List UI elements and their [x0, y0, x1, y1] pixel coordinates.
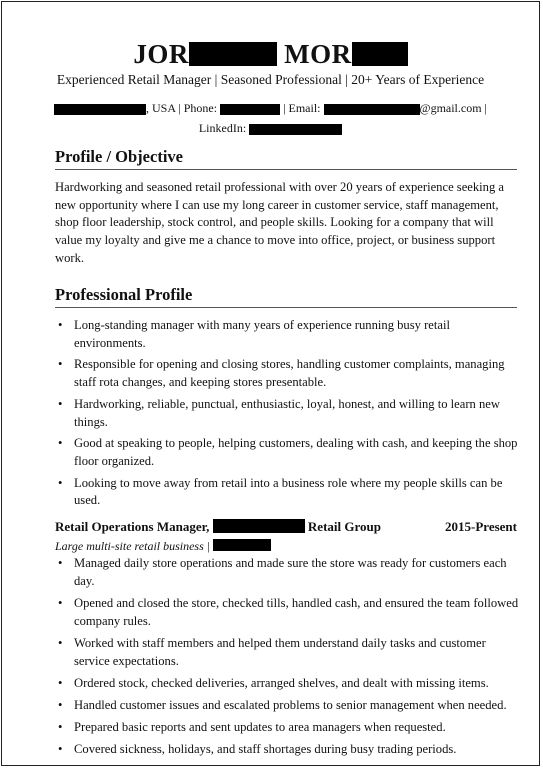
- redaction-bar: [324, 104, 420, 115]
- redaction-bar: [249, 124, 342, 135]
- email-domain: @gmail.com |: [419, 101, 487, 115]
- redaction-bar: [54, 104, 146, 115]
- list-item: • Long-standing manager with many years of experience running busy retail environments.: [55, 317, 521, 352]
- section-title-objective: Profile / Objective: [55, 147, 517, 170]
- job-subtitle-text: Large multi-site retail business |: [55, 539, 211, 553]
- candidate-name: [2, 38, 539, 70]
- name-last-visible: MOR: [284, 39, 352, 69]
- job-subtitle: [55, 539, 271, 554]
- list-item: • Ordered stock, checked deliveries, arranged shelves, and dealt with missing items.: [55, 675, 521, 693]
- list-item: • Handled customer issues and escalated problems to senior management when needed.: [55, 697, 521, 715]
- profile-bullet-list: [55, 317, 521, 514]
- redaction-bar: [220, 104, 280, 115]
- linkedin-label: LinkedIn:: [198, 121, 247, 135]
- redaction-bar: [213, 539, 271, 551]
- list-item: • Hardworking, reliable, punctual, enthusiastic, loyal, honest, and willing to learn new things.: [55, 396, 521, 431]
- objective-text: Hardworking and seasoned retail professional with over 20 years of experience seeking a new opportunity where I can use my long career in customer service, staff management, shop floor leadership, stock control, and people skills. Looking for a company that will value my loyalty and give me a chance to move into office, project, or business support work.: [55, 180, 505, 265]
- list-item: • Looking to move away from retail into a business role where my people skills can be used.: [55, 475, 521, 510]
- job-bullet-list: [55, 555, 521, 764]
- list-item: • Managed daily store operations and made sure the store was ready for customers each day.: [55, 555, 521, 590]
- list-item: • Worked with staff members and helped them understand daily tasks and customer service expectations.: [55, 635, 521, 670]
- location-phone-label: , USA | Phone:: [146, 101, 218, 115]
- list-item: • Prepared basic reports and sent updates to area managers when requested.: [55, 719, 521, 737]
- contact-info: [2, 98, 539, 138]
- list-item: • Opened and closed the store, checked tills, handled cash, and ensured the team followed company rules.: [55, 595, 521, 630]
- list-item: • Responsible for opening and closing stores, handling customer complaints, managing staff rota changes, and keeping stores presentable.: [55, 356, 521, 391]
- job-title: Retail Operations Manager,: [55, 519, 210, 534]
- redaction-bar: [189, 42, 277, 66]
- company-name: Retail Group: [307, 519, 381, 534]
- list-item: • Covered sickness, holidays, and staff shortages during busy trading periods.: [55, 741, 521, 759]
- headline: Experienced Retail Manager | Seasoned Professional | 20+ Years of Experience: [56, 72, 485, 87]
- job-dates: 2015-Present: [445, 519, 517, 534]
- redaction-bar: [213, 519, 305, 533]
- list-item: • Good at speaking to people, helping customers, dealing with cash, and keeping the shop floor organized.: [55, 435, 521, 470]
- job-heading: [55, 519, 517, 535]
- redaction-bar: [352, 42, 408, 66]
- name-first-visible: JOR: [133, 39, 189, 69]
- email-label: | Email:: [280, 101, 321, 115]
- resume-page: [1, 1, 540, 766]
- section-title-profile: Professional Profile: [55, 285, 517, 308]
